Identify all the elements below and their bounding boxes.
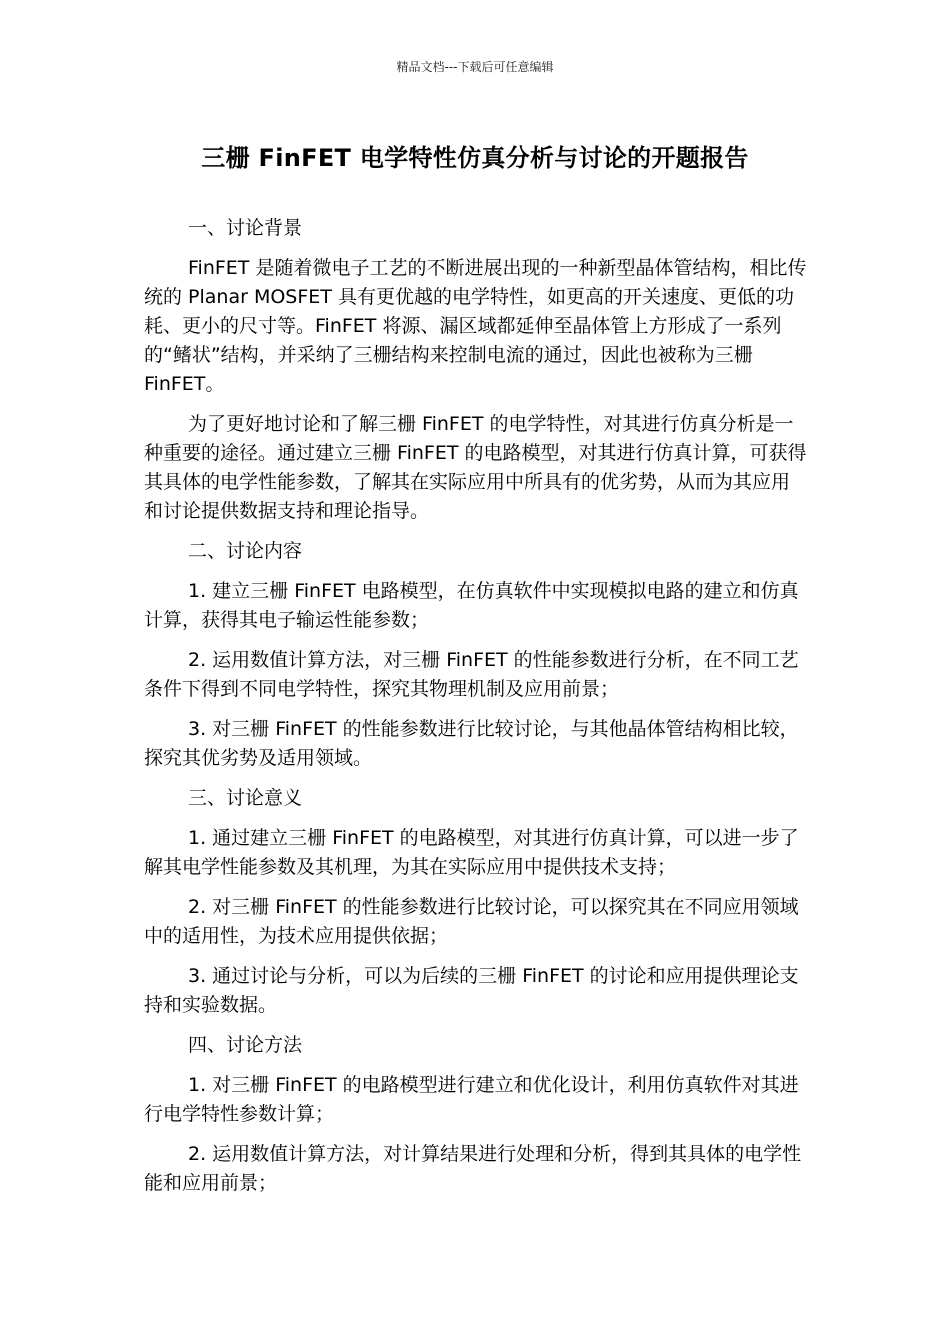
paragraph-content-item-3: 3. 对三栅 FinFET 的性能参数进行比较讨论，与其他晶体管结构相比较，探究其优劣势及适用领域。 bbox=[144, 718, 799, 769]
page-header: 精品文档---下载后可任意编辑 bbox=[396, 60, 554, 74]
paragraph-significance-item-3: 3. 通过讨论与分析，可以为后续的三栅 FinFET 的讨论和应用提供理论支持和实验数据。 bbox=[144, 965, 799, 1016]
document-body bbox=[144, 214, 808, 1209]
paragraph-significance-item-1: 1. 通过建立三栅 FinFET 的电路模型，对其进行仿真计算，可以进一步了解其电学性能参数及其机理，为其在实际应用中提供技术支持； bbox=[144, 827, 799, 878]
section-heading-content: 二、讨论内容 bbox=[188, 540, 303, 562]
paragraph-methods-item-2: 2. 运用数值计算方法，对计算结果进行处理和分析，得到其具体的电学性能和应用前景； bbox=[144, 1143, 802, 1194]
paragraph-significance-item-2: 2. 对三栅 FinFET 的性能参数进行比较讨论，可以探究其在不同应用领域中的适用性，为技术应用提供依据； bbox=[144, 896, 799, 947]
section-heading-significance: 三、讨论意义 bbox=[188, 787, 303, 809]
section-heading-methods: 四、讨论方法 bbox=[188, 1034, 303, 1056]
section-heading-background: 一、讨论背景 bbox=[188, 217, 303, 239]
paragraph-methods-item-1: 1. 对三栅 FinFET 的电路模型进行建立和优化设计，利用仿真软件对其进行电学特性参数计算； bbox=[144, 1074, 799, 1125]
paragraph-content-item-1: 1. 建立三栅 FinFET 电路模型，在仿真软件中实现模拟电路的建立和仿真计算，获得其电子输运性能参数； bbox=[144, 580, 799, 631]
document-title: 三栅 FinFET 电学特性仿真分析与讨论的开题报告 bbox=[201, 144, 749, 172]
paragraph-simulation-purpose: 为了更好地讨论和了解三栅 FinFET 的电学特性，对其进行仿真分析是一种重要的途径。通过建立三栅 FinFET 的电路模型，对其进行仿真计算，可获得其具体的电学性能参数，了解其在实际应用中所具有的优劣势，从而为其应用和讨论提供数据支持和理论指导。 bbox=[144, 413, 807, 522]
paragraph-content-item-2: 2. 运用数值计算方法，对三栅 FinFET 的性能参数进行分析，在不同工艺条件下得到不同电学特性，探究其物理机制及应用前景； bbox=[144, 649, 799, 700]
paragraph-finfet-intro: FinFET 是随着微电子工艺的不断进展出现的一种新型晶体管结构，相比传统的 Planar MOSFET 具有更优越的电学特性，如更高的开关速度、更低的功耗、更小的尺寸等。FinFET 将源、漏区域都延伸至晶体管上方形成了一系列的“鳍状”结构，并采纳了三栅结构来控制电流的通过，因此也被称为三栅 FinFET。 bbox=[144, 257, 807, 395]
